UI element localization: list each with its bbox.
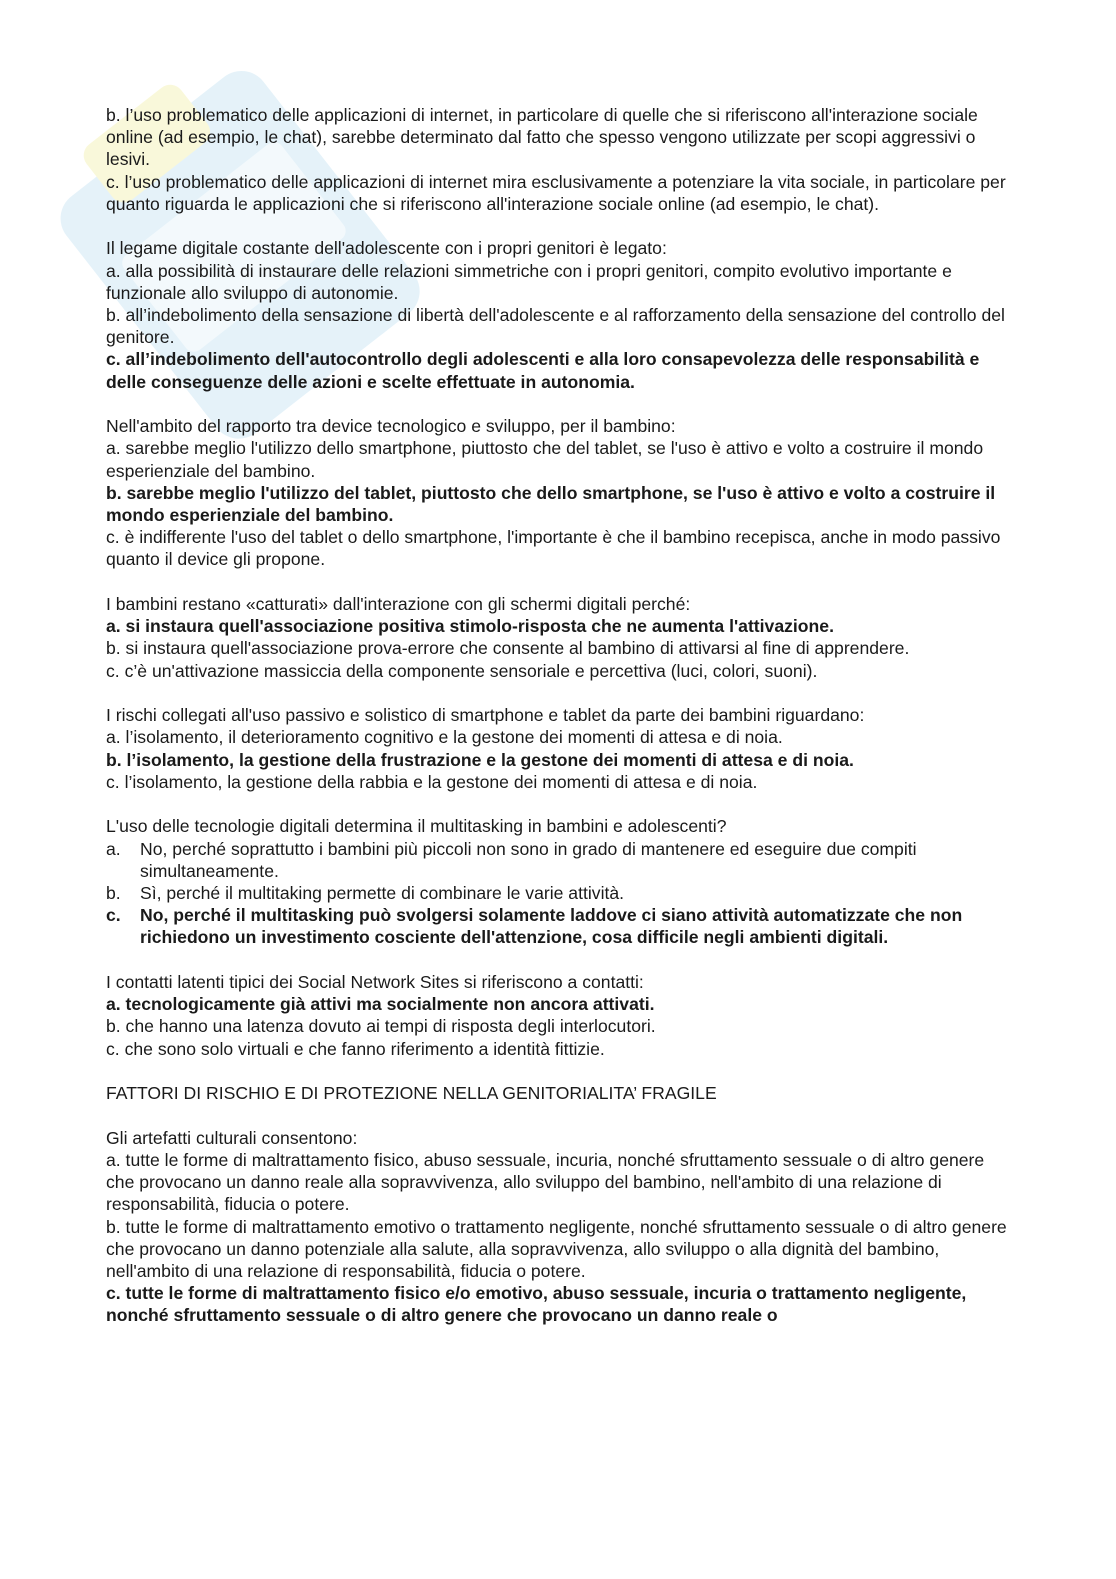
question-block-continued	[106, 104, 1011, 215]
list-text: No, perché soprattutto i bambini più piccoli non sono in grado di mantenere ed eseguire due compiti simultaneamente.	[140, 838, 917, 881]
option-b: b. l’uso problematico delle applicazioni di internet, in particolare di quelle che si riferiscono all'interazione sociale online (ad esempio, le chat), sarebbe determinato dal fatto che spesso vengono utilizzate per scopi aggressivi o lesivi.	[106, 105, 978, 170]
option-a: a. tutte le forme di maltrattamento fisico, abuso sessuale, incuria, nonché sfruttamento sessuale o di altro genere che provocano un danno reale alla sopravvivenza, allo sviluppo del bambino, nell'ambito di una relazione di responsabilità, fiducia o potere.	[106, 1150, 985, 1215]
option-a: a. alla possibilità di instaurare delle relazioni simmetriche con i propri genitori, compito evolutivo importante e funzionale allo sviluppo di autonomie.	[106, 260, 952, 303]
question-block-multitasking	[106, 815, 1011, 948]
option-b: b. che hanno una latenza dovuto ai tempi di risposta degli interlocutori.	[106, 1016, 656, 1037]
document-page	[106, 104, 1011, 1349]
question-text: I rischi collegati all'uso passivo e solistico di smartphone e tablet da parte dei bambini riguardano:	[106, 705, 865, 726]
option-c: c. è indifferente l'uso del tablet o dello smartphone, l'importante è che il bambino recepisca, anche in modo passivo quanto il device gli propone.	[106, 527, 1001, 570]
question-block-artefatti	[106, 1127, 1011, 1327]
question-block-device-sviluppo	[106, 415, 1011, 570]
list-label: a.	[106, 838, 121, 859]
option-b: b. tutte le forme di maltrattamento emotivo o trattamento negligente, nonché sfruttamento sessuale o di altro genere che provocano un danno potenziale alla salute, alla sopravvivenza, allo sviluppo o alla dignità del bambino, nell'ambito di una relazione di responsabilità, fiducia o potere.	[106, 1216, 1007, 1282]
option-a-correct: a. tecnologicamente già attivi ma socialmente non ancora attivati.	[106, 994, 655, 1015]
option-a: a. l’isolamento, il deterioramento cognitivo e la gestone dei momenti di attesa e di noia.	[106, 727, 783, 748]
list-label: c.	[106, 905, 121, 926]
section-title: FATTORI DI RISCHIO E DI PROTEZIONE NELLA GENITORIALITA’ FRAGILE	[106, 1083, 717, 1104]
question-block-contatti-latenti	[106, 971, 1011, 1060]
question-text: Nell'ambito del rapporto tra device tecnologico e sviluppo, per il bambino:	[106, 416, 676, 437]
list-text: No, perché il multitasking può svolgersi solamente laddove ci siano attività automatizzate che non richiedono un investimento cosciente dell'attenzione, cosa difficile negli ambienti digitali.	[140, 905, 963, 948]
option-a-correct: a. si instaura quell'associazione positiva stimolo-risposta che ne aumenta l'attivazione.	[106, 616, 834, 637]
list-text: Sì, perché il multitaking permette di combinare le varie attività.	[140, 883, 625, 904]
option-b-correct: b. l’isolamento, la gestione della frustrazione e la gestone dei momenti di attesa e di noia.	[106, 749, 854, 770]
question-text: Gli artefatti culturali consentono:	[106, 1127, 358, 1148]
option-c: c. c’è un'attivazione massiccia della componente sensoriale e percettiva (luci, colori, suoni).	[106, 660, 818, 681]
list-item-c-correct	[106, 904, 1011, 948]
option-b: b. si instaura quell'associazione prova-errore che consente al bambino di attivarsi al fine di apprendere.	[106, 638, 910, 659]
option-c: c. l’uso problematico delle applicazioni di internet mira esclusivamente a potenziare la vita sociale, in particolare per quanto riguarda le applicazioni che si riferiscono all'interazione sociale online (ad esempio, le chat).	[106, 171, 1006, 214]
option-c-correct: c. all’indebolimento dell'autocontrollo degli adolescenti e alla loro consapevolezza delle responsabilità e delle conseguenze delle azioni e scelte effettuate in autonomia.	[106, 349, 980, 392]
question-block-rischi	[106, 704, 1011, 793]
list-item-a	[106, 838, 1011, 882]
question-text: L'uso delle tecnologie digitali determina il multitasking in bambini e adolescenti?	[106, 816, 727, 837]
question-text: I contatti latenti tipici dei Social Network Sites si riferiscono a contatti:	[106, 972, 644, 993]
list-item-b	[106, 882, 1011, 904]
question-block-bambini-catturati	[106, 593, 1011, 682]
question-text: I bambini restano «catturati» dall'interazione con gli schermi digitali perché:	[106, 594, 691, 615]
option-c-correct: c. tutte le forme di maltrattamento fisico e/o emotivo, abuso sessuale, incuria o trattamento negligente, nonché sfruttamento sessuale o di altro genere che provocano un danno reale o	[106, 1283, 967, 1326]
list-label: b.	[106, 883, 121, 904]
option-c: c. che sono solo virtuali e che fanno riferimento a identità fittizie.	[106, 1038, 605, 1059]
option-b-correct: b. sarebbe meglio l'utilizzo del tablet, piuttosto che dello smartphone, se l'uso è attivo e volto a costruire il mondo esperienziale del bambino.	[106, 482, 996, 526]
question-text: Il legame digitale costante dell'adolescente con i propri genitori è legato:	[106, 238, 667, 259]
option-c: c. l’isolamento, la gestione della rabbia e la gestone dei momenti di attesa e di noia.	[106, 771, 758, 792]
question-block-legame-digitale	[106, 237, 1011, 392]
option-a: a. sarebbe meglio l'utilizzo dello smartphone, piuttosto che del tablet, se l'uso è attivo e volto a costruire il mondo esperienziale del bambino.	[106, 438, 984, 481]
option-b: b. all’indebolimento della sensazione di libertà dell'adolescente e al rafforzamento della sensazione del controllo del genitore.	[106, 305, 1005, 348]
